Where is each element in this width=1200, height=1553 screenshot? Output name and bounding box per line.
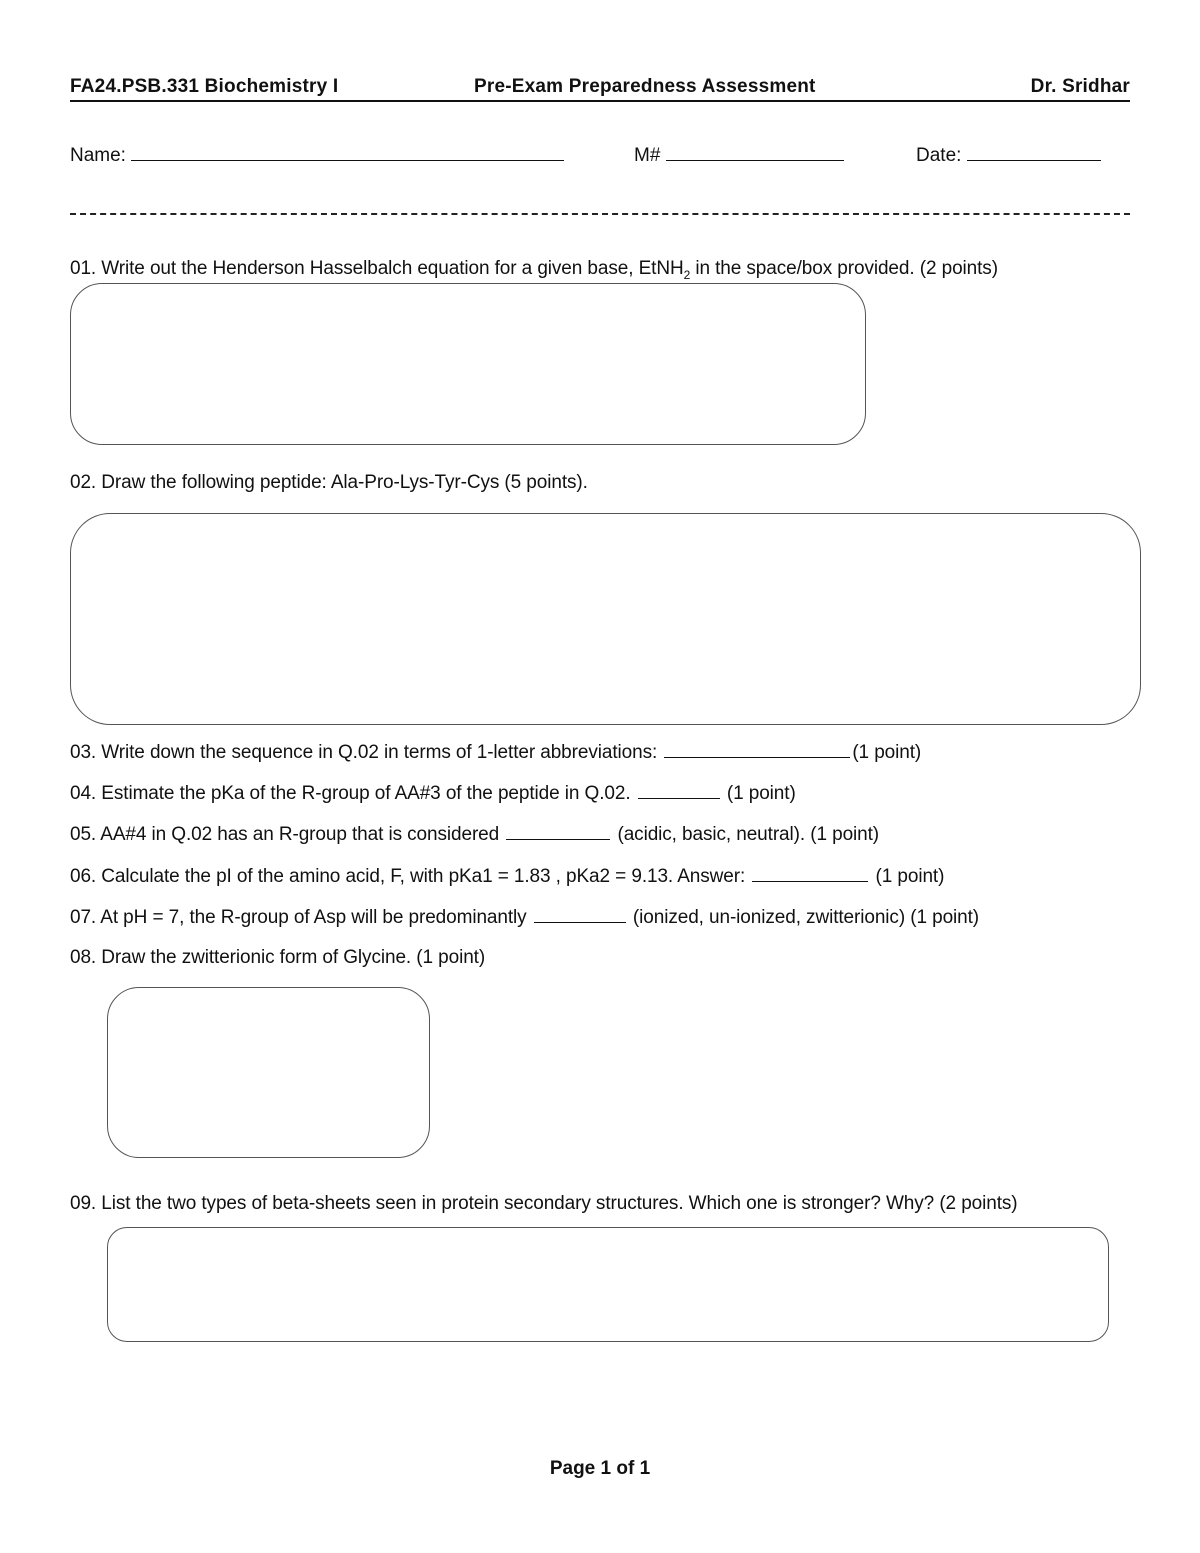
page-number: Page 1 of 1 [549,1458,651,1479]
answer-box-01[interactable] [70,283,866,445]
question-04-points: (1 point) [721,783,796,804]
question-06-text: 06. Calculate the pI of the amino acid, F, with pKa1 = 1.83 , pKa2 = 9.13. Answer: [70,866,751,887]
question-07-options: (ionized, un-ionized, zwitterionic) (1 point) [627,907,980,928]
mnum-field[interactable] [634,142,844,168]
instructor-name: Dr. Sridhar [1030,76,1130,97]
dashed-divider [70,213,1130,215]
question-07-text: 07. At pH = 7, the R-group of Asp will be predominantly [70,907,532,928]
question-05-blank[interactable] [506,823,610,840]
question-02: 02. Draw the following peptide: Ala-Pro-Lys-Tyr-Cys (5 points). [70,472,588,493]
date-label: Date: [916,145,962,166]
document-header [70,74,1130,102]
name-label: Name: [70,145,126,166]
question-07 [70,906,979,929]
question-03-blank[interactable] [664,741,850,758]
question-01 [70,258,998,282]
question-09: 09. List the two types of beta-sheets seen in protein secondary structures. Which one is stronger? Why? (2 points) [70,1193,1018,1214]
date-blank[interactable] [967,142,1101,161]
answer-box-08[interactable] [107,987,430,1158]
question-07-blank[interactable] [534,906,626,923]
question-03-points: (1 point) [852,742,922,763]
name-blank[interactable] [131,142,564,161]
question-04 [70,782,796,805]
mnum-label: M# [634,145,661,166]
question-04-blank[interactable] [638,782,720,799]
question-06-blank[interactable] [752,865,868,882]
question-01-text-end: in the space/box provided. (2 points) [690,258,998,279]
question-05-text: 05. AA#4 in Q.02 has an R-group that is considered [70,824,505,845]
question-04-text: 04. Estimate the pKa of the R-group of AA#3 of the peptide in Q.02. [70,783,636,804]
answer-box-02[interactable] [70,513,1141,725]
question-06 [70,865,944,888]
answer-box-09[interactable] [107,1227,1109,1342]
question-03-text: 03. Write down the sequence in Q.02 in terms of 1-letter abbreviations: [70,742,663,763]
question-08: 08. Draw the zwitterionic form of Glycine. (1 point) [70,947,486,968]
name-field[interactable] [70,142,564,168]
question-01-text: 01. Write out the Henderson Hasselbalch equation for a given base, EtNH [70,258,684,279]
date-field[interactable] [916,142,1101,168]
mnum-blank[interactable] [666,142,844,161]
assessment-title: Pre-Exam Preparedness Assessment [474,76,816,97]
course-title: FA24.PSB.331 Biochemistry I [70,76,339,97]
question-05-options: (acidic, basic, neutral). (1 point) [612,824,880,845]
question-05 [70,823,879,846]
question-06-points: (1 point) [870,866,945,887]
question-03 [70,741,921,764]
question-01-subscript: 2 [683,267,691,282]
